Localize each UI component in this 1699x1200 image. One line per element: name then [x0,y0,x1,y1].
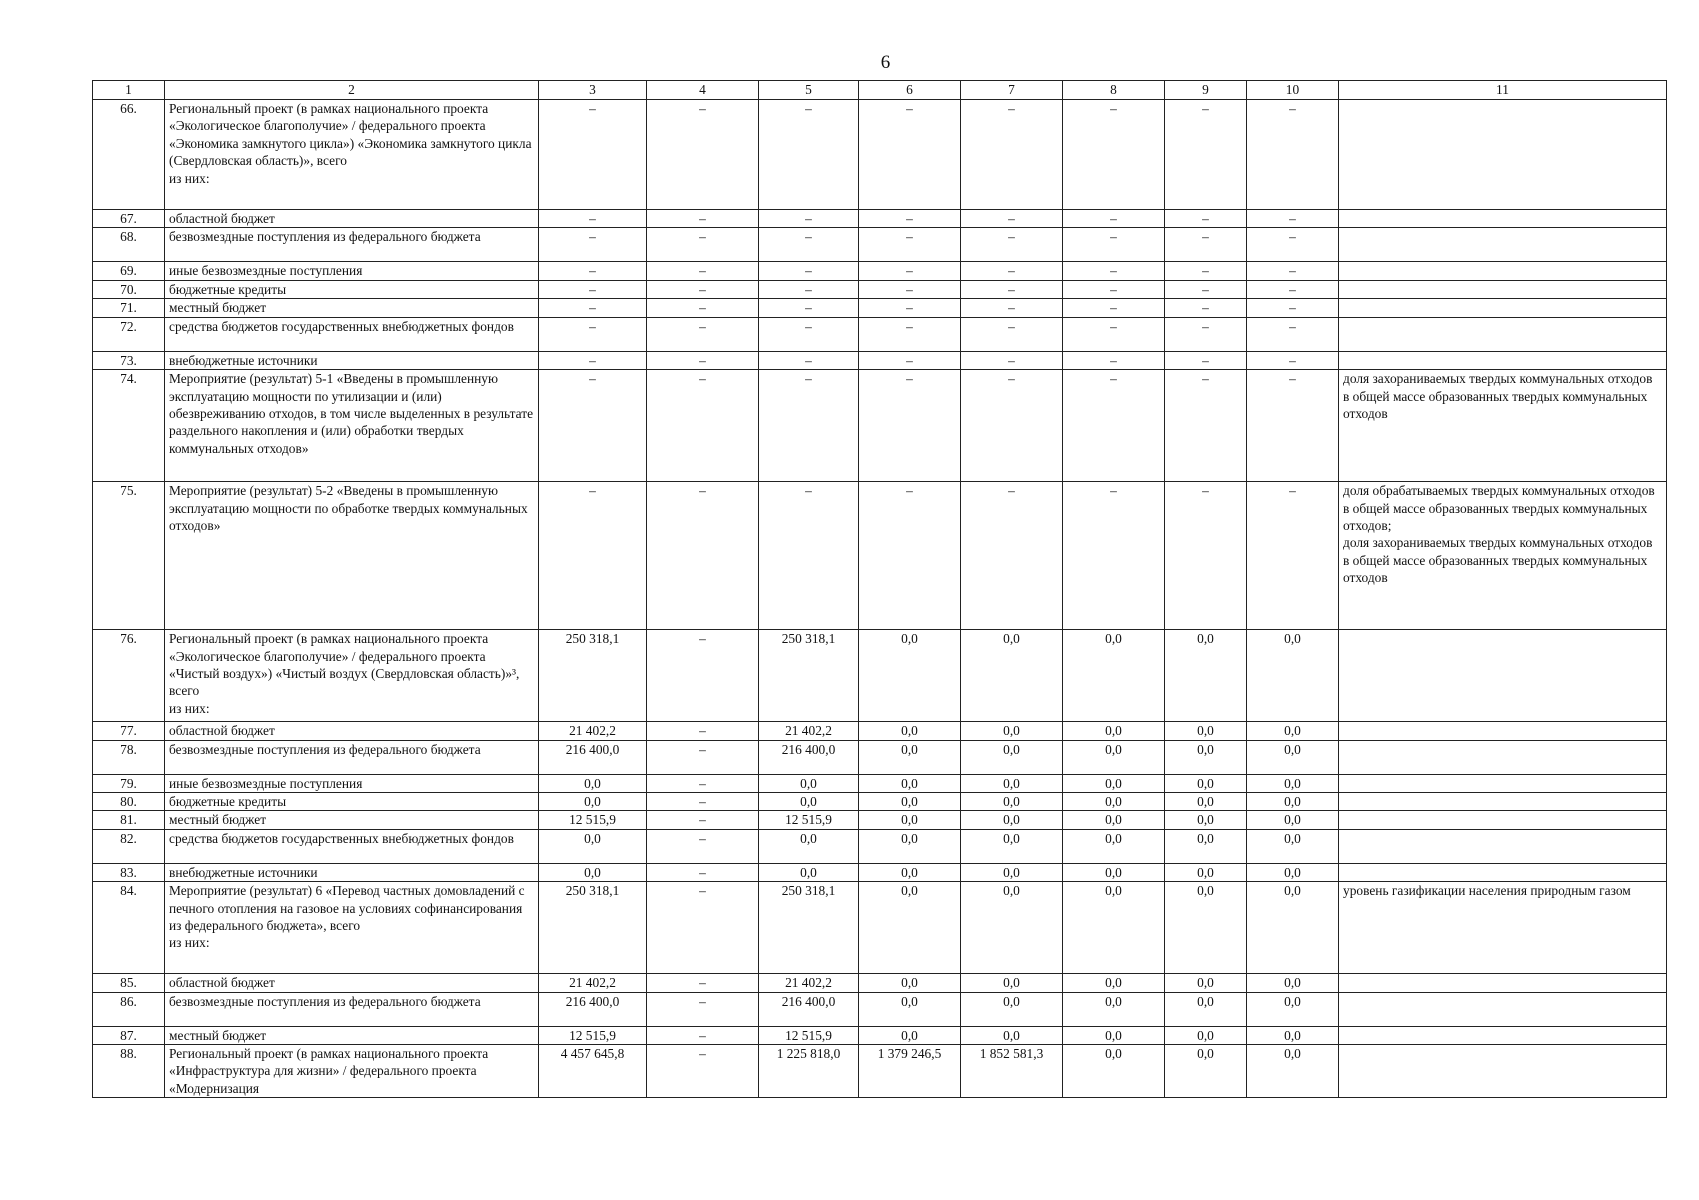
value-cell: 0,0 [539,863,647,881]
value-cell: – [539,351,647,369]
value-cell: 0,0 [1165,740,1247,774]
table-row [93,100,1667,210]
value-cell: – [647,863,759,881]
row-number: 79. [93,774,165,792]
value-cell: – [961,370,1063,482]
value-cell: 0,0 [1247,1045,1339,1098]
row-number: 77. [93,722,165,740]
value-cell: 0,0 [1247,774,1339,792]
value-cell: – [759,228,859,262]
value-cell: – [647,317,759,351]
indicator-note [1339,863,1667,881]
value-cell: 0,0 [1165,792,1247,810]
value-cell: 0,0 [1247,974,1339,992]
value-cell: 21 402,2 [759,974,859,992]
value-cell: – [759,351,859,369]
value-cell: – [759,299,859,317]
value-cell: – [961,317,1063,351]
value-cell: – [961,210,1063,228]
row-number: 69. [93,262,165,280]
value-cell: – [859,370,961,482]
row-number: 74. [93,370,165,482]
value-cell: 0,0 [1063,974,1165,992]
indicator-note [1339,100,1667,210]
row-name: местный бюджет [165,1026,539,1044]
value-cell: 0,0 [539,792,647,810]
indicator-note [1339,210,1667,228]
row-name: Региональный проект (в рамках национального проекта «Инфраструктура для жизни» / федерального проекта «Модернизация [165,1045,539,1098]
value-cell: 0,0 [1063,882,1165,974]
row-name: Мероприятие (результат) 5-1 «Введены в промышленную эксплуатацию мощности по утилизации и (или) обезвреживанию отходов, в том числе выделенных в результате раздельного накопления и (или) обработки твердых коммунальных отходов» [165,370,539,482]
row-number: 88. [93,1045,165,1098]
value-cell: 0,0 [859,774,961,792]
value-cell: – [1063,228,1165,262]
page-number: 6 [880,52,891,73]
value-cell: – [1247,228,1339,262]
value-cell: – [961,351,1063,369]
value-cell: – [1063,317,1165,351]
row-name: иные безвозмездные поступления [165,262,539,280]
value-cell: 0,0 [961,792,1063,810]
value-cell: 0,0 [859,863,961,881]
value-cell: 0,0 [1063,792,1165,810]
row-name: областной бюджет [165,722,539,740]
value-cell: 0,0 [1063,1045,1165,1098]
row-name: безвозмездные поступления из федерального бюджета [165,228,539,262]
table-row [93,210,1667,228]
value-cell: 0,0 [961,863,1063,881]
value-cell: 0,0 [859,722,961,740]
indicator-note [1339,992,1667,1026]
value-cell: – [759,280,859,298]
value-cell: 0,0 [1063,829,1165,863]
value-cell: – [539,262,647,280]
column-number: 1 [93,81,165,100]
row-name: средства бюджетов государственных внебюджетных фондов [165,829,539,863]
table-row [93,351,1667,369]
value-cell: – [539,210,647,228]
table-row [93,228,1667,262]
row-name: иные безвозмездные поступления [165,774,539,792]
value-cell: 0,0 [1063,811,1165,829]
indicator-note [1339,299,1667,317]
value-cell: 0,0 [1165,630,1247,722]
indicator-note [1339,774,1667,792]
row-name: бюджетные кредиты [165,792,539,810]
value-cell: 1 852 581,3 [961,1045,1063,1098]
row-number: 81. [93,811,165,829]
row-number: 80. [93,792,165,810]
value-cell: 0,0 [759,792,859,810]
row-number: 67. [93,210,165,228]
value-cell: – [647,280,759,298]
value-cell: 12 515,9 [539,1026,647,1044]
row-number: 72. [93,317,165,351]
value-cell: 0,0 [1165,722,1247,740]
value-cell: – [539,299,647,317]
column-number: 2 [165,81,539,100]
value-cell: – [647,1045,759,1098]
table-row [93,774,1667,792]
value-cell: – [961,262,1063,280]
value-cell: – [1165,228,1247,262]
indicator-note [1339,829,1667,863]
row-name: Мероприятие (результат) 5-2 «Введены в промышленную эксплуатацию мощности по обработке твердых коммунальных отходов» [165,482,539,630]
value-cell: – [859,280,961,298]
row-name: внебюджетные источники [165,351,539,369]
value-cell: 0,0 [961,630,1063,722]
value-cell: 1 225 818,0 [759,1045,859,1098]
value-cell: 0,0 [759,774,859,792]
table-row [93,280,1667,298]
value-cell: – [1165,317,1247,351]
value-cell: – [1165,210,1247,228]
indicator-note [1339,280,1667,298]
value-cell: – [1165,100,1247,210]
indicator-note [1339,722,1667,740]
value-cell: – [1247,280,1339,298]
value-cell: 0,0 [1247,630,1339,722]
value-cell: 0,0 [1063,774,1165,792]
row-number: 87. [93,1026,165,1044]
row-number: 83. [93,863,165,881]
row-name: средства бюджетов государственных внебюджетных фондов [165,317,539,351]
value-cell: 0,0 [961,882,1063,974]
value-cell: 0,0 [1247,740,1339,774]
table-row [93,630,1667,722]
value-cell: 0,0 [1165,774,1247,792]
value-cell: – [1063,299,1165,317]
value-cell: – [759,317,859,351]
value-cell: – [647,210,759,228]
value-cell: – [759,262,859,280]
value-cell: 21 402,2 [539,722,647,740]
column-number: 8 [1063,81,1165,100]
value-cell: – [859,262,961,280]
value-cell: – [1165,299,1247,317]
value-cell: 0,0 [1247,863,1339,881]
row-name: областной бюджет [165,974,539,992]
value-cell: 0,0 [1063,863,1165,881]
row-number: 73. [93,351,165,369]
value-cell: 0,0 [859,829,961,863]
value-cell: – [1063,370,1165,482]
value-cell: 0,0 [859,811,961,829]
value-cell: 1 379 246,5 [859,1045,961,1098]
row-number: 78. [93,740,165,774]
value-cell: – [859,482,961,630]
value-cell: – [1247,351,1339,369]
value-cell: 12 515,9 [759,1026,859,1044]
row-name: Региональный проект (в рамках национального проекта «Экологическое благополучие» / федерального проекта «Чистый воздух») «Чистый воздух (Свердловская область)»³, всего из них: [165,630,539,722]
value-cell: – [759,100,859,210]
indicator-note [1339,317,1667,351]
value-cell: – [539,100,647,210]
value-cell: – [647,774,759,792]
value-cell: – [1063,482,1165,630]
value-cell: – [539,280,647,298]
value-cell: – [859,317,961,351]
value-cell: – [647,992,759,1026]
value-cell: – [859,100,961,210]
value-cell: 0,0 [539,774,647,792]
value-cell: 0,0 [1165,882,1247,974]
value-cell: – [647,351,759,369]
value-cell: – [647,100,759,210]
value-cell: 0,0 [1247,992,1339,1026]
value-cell: – [1247,100,1339,210]
value-cell: 0,0 [859,740,961,774]
value-cell: 0,0 [1063,740,1165,774]
value-cell: 0,0 [961,1026,1063,1044]
table-row [93,1045,1667,1098]
row-name: областной бюджет [165,210,539,228]
value-cell: 0,0 [961,722,1063,740]
indicator-note [1339,792,1667,810]
value-cell: – [647,630,759,722]
value-cell: – [1165,370,1247,482]
value-cell: 0,0 [1247,792,1339,810]
row-name: Мероприятие (результат) 6 «Перевод частных домовладений с печного отопления на газовое на условиях софинансирования из федерального бюджета», всего из них: [165,882,539,974]
value-cell: 0,0 [1247,829,1339,863]
indicator-note [1339,1026,1667,1044]
value-cell: 0,0 [961,774,1063,792]
value-cell: – [759,210,859,228]
indicator-note [1339,974,1667,992]
table-row [93,829,1667,863]
value-cell: – [1165,351,1247,369]
value-cell: – [647,228,759,262]
value-cell: 0,0 [961,811,1063,829]
row-name: Региональный проект (в рамках национального проекта «Экологическое благополучие» / федерального проекта «Экономика замкнутого цикла») «Экономика замкнутого цикла (Свердловская область)», всего из них: [165,100,539,210]
value-cell: 250 318,1 [539,630,647,722]
row-number: 84. [93,882,165,974]
value-cell: – [647,740,759,774]
indicator-note [1339,351,1667,369]
row-name: местный бюджет [165,811,539,829]
table-row [93,722,1667,740]
value-cell: – [1247,370,1339,482]
value-cell: – [647,482,759,630]
value-cell: – [859,228,961,262]
column-number: 6 [859,81,961,100]
value-cell: 0,0 [859,792,961,810]
value-cell: – [647,974,759,992]
table-row [93,992,1667,1026]
value-cell: 0,0 [1247,882,1339,974]
table-row [93,863,1667,881]
value-cell: – [647,811,759,829]
column-number: 4 [647,81,759,100]
table-row [93,317,1667,351]
value-cell: 0,0 [961,829,1063,863]
value-cell: 0,0 [859,974,961,992]
value-cell: – [539,317,647,351]
value-cell: 0,0 [1247,811,1339,829]
value-cell: – [647,829,759,863]
value-cell: 0,0 [1165,992,1247,1026]
value-cell: – [759,370,859,482]
value-cell: 0,0 [1165,863,1247,881]
value-cell: 0,0 [859,992,961,1026]
row-name: местный бюджет [165,299,539,317]
row-number: 71. [93,299,165,317]
value-cell: 0,0 [859,882,961,974]
value-cell: – [647,722,759,740]
table-row [93,1026,1667,1044]
value-cell: – [539,370,647,482]
row-number: 75. [93,482,165,630]
value-cell: 0,0 [859,1026,961,1044]
value-cell: – [1063,280,1165,298]
value-cell: 216 400,0 [539,740,647,774]
value-cell: 250 318,1 [539,882,647,974]
value-cell: – [1247,482,1339,630]
value-cell: 0,0 [1063,1026,1165,1044]
value-cell: 21 402,2 [759,722,859,740]
column-number: 11 [1339,81,1667,100]
value-cell: – [961,100,1063,210]
indicator-note [1339,811,1667,829]
value-cell: – [961,299,1063,317]
value-cell: – [647,370,759,482]
value-cell: – [961,280,1063,298]
value-cell: – [961,228,1063,262]
row-number: 76. [93,630,165,722]
indicator-note: уровень газификации населения природным газом [1339,882,1667,974]
value-cell: 0,0 [1165,1026,1247,1044]
value-cell: 12 515,9 [539,811,647,829]
column-number: 3 [539,81,647,100]
row-number: 66. [93,100,165,210]
value-cell: – [1247,262,1339,280]
value-cell: – [1063,100,1165,210]
value-cell: – [647,792,759,810]
value-cell: 216 400,0 [759,740,859,774]
value-cell: 21 402,2 [539,974,647,992]
indicator-note: доля захораниваемых твердых коммунальных отходов в общей массе образованных твердых коммунальных отходов [1339,370,1667,482]
indicator-note: доля обрабатываемых твердых коммунальных отходов в общей массе образованных твердых коммунальных отходов; доля захораниваемых твердых коммунальных отходов в общей массе образованных твердых коммунальных отходов [1339,482,1667,630]
table-row [93,740,1667,774]
value-cell: – [759,482,859,630]
row-number: 70. [93,280,165,298]
value-cell: 0,0 [961,740,1063,774]
value-cell: – [1247,299,1339,317]
value-cell: – [647,1026,759,1044]
value-cell: – [859,210,961,228]
value-cell: – [539,482,647,630]
value-cell: – [859,299,961,317]
value-cell: 0,0 [759,829,859,863]
column-number-row [93,81,1667,100]
value-cell: – [1063,262,1165,280]
table-row [93,482,1667,630]
value-cell: 0,0 [1063,992,1165,1026]
value-cell: – [1165,262,1247,280]
budget-table [92,80,1667,1098]
table-row [93,262,1667,280]
row-name: безвозмездные поступления из федерального бюджета [165,740,539,774]
column-number: 7 [961,81,1063,100]
value-cell: 0,0 [961,974,1063,992]
value-cell: – [1247,317,1339,351]
value-cell: 12 515,9 [759,811,859,829]
value-cell: – [1247,210,1339,228]
row-name: бюджетные кредиты [165,280,539,298]
value-cell: 4 457 645,8 [539,1045,647,1098]
row-number: 85. [93,974,165,992]
value-cell: 0,0 [961,992,1063,1026]
value-cell: – [647,262,759,280]
value-cell: 0,0 [1063,722,1165,740]
value-cell: 0,0 [1165,1045,1247,1098]
indicator-note [1339,740,1667,774]
value-cell: – [859,351,961,369]
row-name: внебюджетные источники [165,863,539,881]
value-cell: – [1165,280,1247,298]
table-row [93,882,1667,974]
value-cell: – [647,882,759,974]
value-cell: – [1063,351,1165,369]
value-cell: 0,0 [1247,1026,1339,1044]
indicator-note [1339,228,1667,262]
row-number: 68. [93,228,165,262]
value-cell: 0,0 [1165,829,1247,863]
table-row [93,792,1667,810]
column-number: 5 [759,81,859,100]
table-row [93,974,1667,992]
column-number: 10 [1247,81,1339,100]
value-cell: – [539,228,647,262]
row-number: 86. [93,992,165,1026]
value-cell: 0,0 [859,630,961,722]
table-row [93,370,1667,482]
value-cell: – [647,299,759,317]
value-cell: – [1165,482,1247,630]
value-cell: 250 318,1 [759,882,859,974]
value-cell: 250 318,1 [759,630,859,722]
value-cell: 0,0 [1165,811,1247,829]
value-cell: 216 400,0 [759,992,859,1026]
value-cell: 216 400,0 [539,992,647,1026]
value-cell: 0,0 [759,863,859,881]
table-row [93,811,1667,829]
value-cell: 0,0 [1165,974,1247,992]
value-cell: – [1063,210,1165,228]
indicator-note [1339,1045,1667,1098]
value-cell: 0,0 [1247,722,1339,740]
row-name: безвозмездные поступления из федерального бюджета [165,992,539,1026]
indicator-note [1339,630,1667,722]
value-cell: 0,0 [539,829,647,863]
indicator-note [1339,262,1667,280]
value-cell: – [961,482,1063,630]
value-cell: 0,0 [1063,630,1165,722]
row-number: 82. [93,829,165,863]
table-row [93,299,1667,317]
column-number: 9 [1165,81,1247,100]
